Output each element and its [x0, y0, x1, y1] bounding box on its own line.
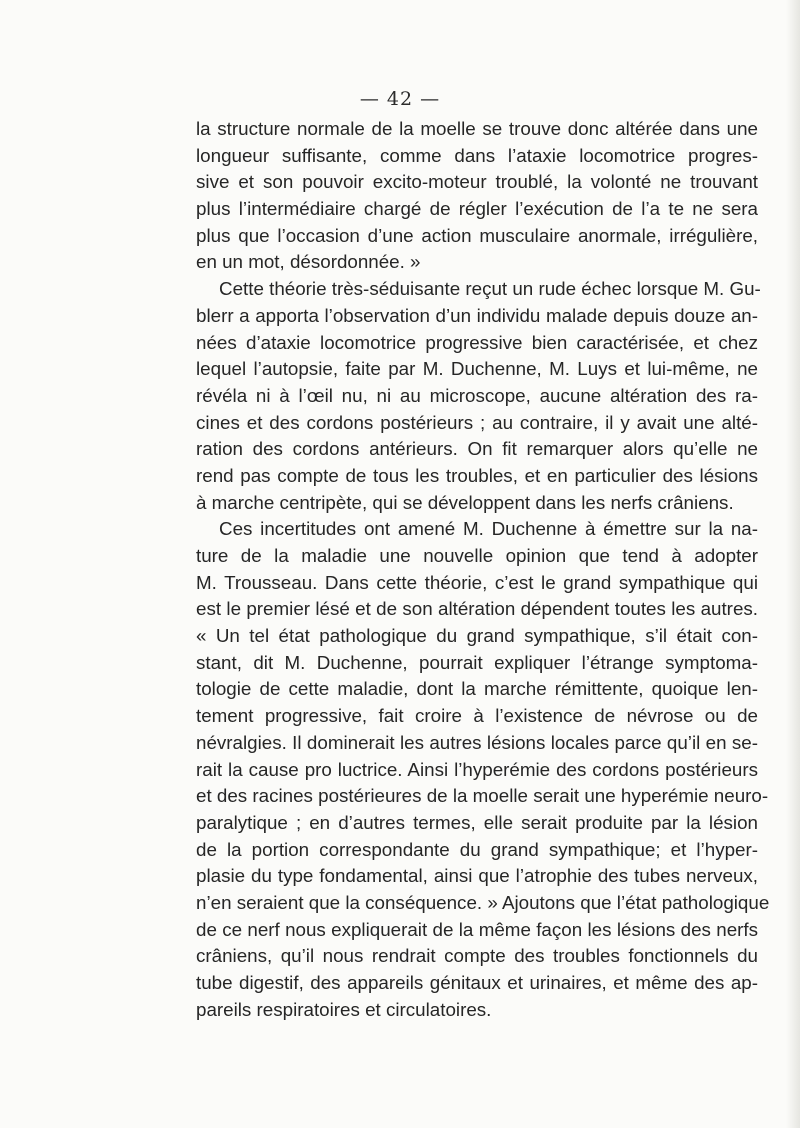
text-line: lequel l’autopsie, faite par M. Duchenne, M. Luys et lui-même, ne — [196, 358, 758, 380]
text-line: paralytique ; en d’autres termes, elle serait produite par la lésion — [196, 811, 758, 833]
text-line: et des racines postérieures de la moelle serait une hyperémie neuro- — [196, 785, 769, 807]
text-line: crâniens, qu’il nous rendrait compte des troubles fonctionnels du — [196, 945, 758, 967]
text-line: Ces incertitudes ont amené M. Duchenne à émettre sur la na- — [219, 518, 758, 540]
text-line: longueur suffisante, comme dans l’ataxie locomotrice progres- — [196, 144, 758, 166]
text-line: ration des cordons antérieurs. On fit remarquer alors qu’elle ne — [196, 438, 758, 460]
text-line: rait la cause pro luctrice. Ainsi l’hyperémie des cordons postérieurs — [196, 758, 758, 780]
text-line: tement progressive, fait croire à l’existence de névrose ou de — [196, 705, 758, 727]
text-line: révéla ni à l’œil nu, ni au microscope, aucune altération des ra- — [196, 384, 758, 406]
paragraph — [196, 116, 758, 276]
text-line: blerr a apporta l’observation d’un individu malade depuis douze an- — [196, 304, 758, 326]
paragraph — [196, 276, 761, 516]
text-line: nées d’ataxie locomotrice progressive bien caractérisée, et chez — [196, 331, 758, 353]
page-edge-shadow — [786, 0, 800, 1128]
text-line: en un mot, désordonnée. » — [196, 251, 421, 273]
text-line: de ce nerf nous expliquerait de la même façon les lésions des nerfs — [196, 918, 758, 940]
text-line: M. Trousseau. Dans cette théorie, c’est le grand sympathique qui — [196, 571, 758, 593]
body-text — [196, 116, 770, 1023]
text-line: pareils respiratoires et circulatoires. — [196, 998, 492, 1020]
text-line: « Un tel état pathologique du grand sympathique, s’il était con- — [196, 625, 758, 647]
text-line: plus que l’occasion d’une action musculaire anormale, irrégulière, — [196, 224, 758, 246]
text-line: est le premier lésé et de son altération dépendent toutes les autres. — [196, 598, 758, 620]
page-number: — 42 — — [359, 88, 441, 110]
text-line: n’en seraient que la conséquence. » Ajoutons que l’état pathologique — [196, 891, 770, 913]
text-line: tube digestif, des appareils génitaux et urinaires, et même des ap- — [196, 972, 758, 993]
text-line: plasie du type fondamental, ainsi que l’atrophie des tubes nerveux, — [196, 865, 758, 887]
text-line: la structure normale de la moelle se trouve donc altérée dans une — [196, 118, 758, 139]
text-line: névralgies. Il dominerait les autres lésions locales parce qu’il en se- — [196, 731, 758, 753]
text-line: Cette théorie très-séduisante reçut un rude échec lorsque M. Gu- — [219, 278, 761, 300]
text-line: cines et des cordons postérieurs ; au contraire, il y avait une alté- — [196, 411, 758, 433]
text-line: sive et son pouvoir excito-moteur troublé, la volonté ne trouvant — [196, 171, 758, 193]
text-line: à marche centripète, qui se développent dans les nerfs crâniens. — [196, 491, 734, 513]
text-line: rend pas compte de tous les troubles, et en particulier des lésions — [196, 464, 758, 486]
text-line: de la portion correspondante du grand sympathique; et l’hyper- — [196, 838, 758, 860]
paragraph — [196, 516, 770, 1023]
text-line: plus l’intermédiaire chargé de régler l’exécution de l’a te ne sera — [196, 198, 758, 220]
text-line: stant, dit M. Duchenne, pourrait expliquer l’étrange symptoma- — [196, 651, 758, 673]
text-line: tologie de cette maladie, dont la marche rémittente, quoique len- — [196, 678, 758, 700]
text-line: ture de la maladie une nouvelle opinion que tend à adopter — [196, 545, 758, 566]
